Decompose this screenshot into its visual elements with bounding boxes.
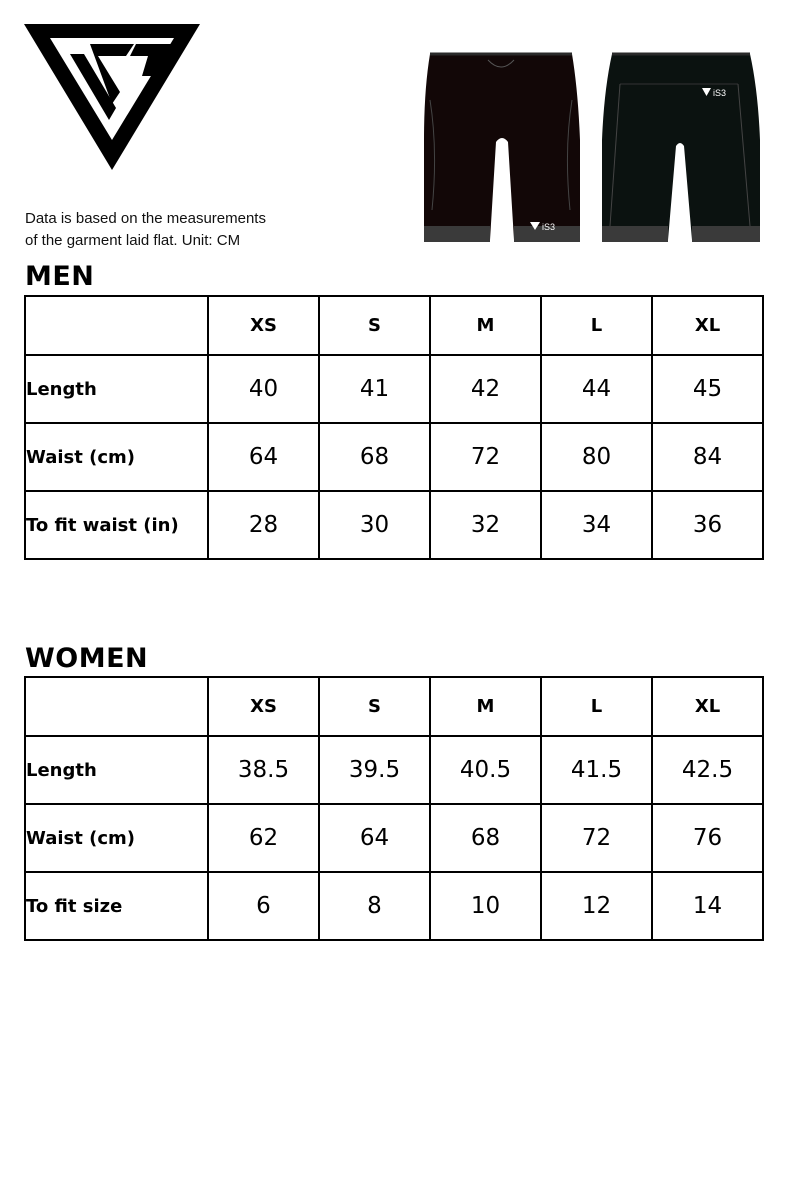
table-cell: 42	[430, 355, 541, 423]
table-cell: 72	[541, 804, 652, 872]
row-label: Length	[25, 355, 208, 423]
table-cell: 8	[319, 872, 430, 940]
row-label: To fit size	[25, 872, 208, 940]
table-cell: 80	[541, 423, 652, 491]
row-label: Waist (cm)	[25, 423, 208, 491]
table-cell: 41	[319, 355, 430, 423]
women-size-s: S	[319, 677, 430, 736]
back-brand-mark: iS3	[713, 88, 727, 98]
shorts-front-image	[418, 50, 584, 244]
women-section-title: WOMEN	[25, 643, 149, 674]
table-cell: 68	[319, 423, 430, 491]
is3-triangle-logo-icon	[24, 24, 200, 172]
table-cell: 38.5	[208, 736, 319, 804]
table-cell: 39.5	[319, 736, 430, 804]
row-label: To fit waist (in)	[25, 491, 208, 559]
women-size-m: M	[430, 677, 541, 736]
men-row-waist-cm	[25, 423, 763, 491]
table-cell: 30	[319, 491, 430, 559]
measurement-note	[25, 208, 365, 252]
women-size-table	[24, 676, 764, 941]
row-label: Length	[25, 736, 208, 804]
table-cell: 10	[430, 872, 541, 940]
table-cell: 14	[652, 872, 763, 940]
women-corner-cell	[25, 677, 208, 736]
women-header-row	[25, 677, 763, 736]
note-line-1: Data is based on the measurements	[25, 210, 266, 227]
table-cell: 76	[652, 804, 763, 872]
women-size-l: L	[541, 677, 652, 736]
table-cell: 41.5	[541, 736, 652, 804]
table-cell: 40.5	[430, 736, 541, 804]
men-size-xl: XL	[652, 296, 763, 355]
men-row-length	[25, 355, 763, 423]
men-corner-cell	[25, 296, 208, 355]
men-section-title: MEN	[25, 261, 95, 292]
women-row-fit-size	[25, 872, 763, 940]
men-size-m: M	[430, 296, 541, 355]
women-size-xs: XS	[208, 677, 319, 736]
note-line-2: of the garment laid flat. Unit: CM	[25, 232, 241, 249]
table-cell: 36	[652, 491, 763, 559]
is3-logo	[24, 24, 200, 172]
table-cell: 40	[208, 355, 319, 423]
table-cell: 44	[541, 355, 652, 423]
women-row-waist-cm	[25, 804, 763, 872]
table-cell: 64	[208, 423, 319, 491]
men-header-row	[25, 296, 763, 355]
table-cell: 72	[430, 423, 541, 491]
women-size-xl: XL	[652, 677, 763, 736]
table-cell: 12	[541, 872, 652, 940]
table-cell: 32	[430, 491, 541, 559]
men-size-table	[24, 295, 764, 560]
table-cell: 45	[652, 355, 763, 423]
table-cell: 68	[430, 804, 541, 872]
table-cell: 62	[208, 804, 319, 872]
row-label: Waist (cm)	[25, 804, 208, 872]
men-size-s: S	[319, 296, 430, 355]
men-size-xs: XS	[208, 296, 319, 355]
table-cell: 84	[652, 423, 763, 491]
shorts-back-image	[598, 50, 764, 244]
men-size-l: L	[541, 296, 652, 355]
table-cell: 34	[541, 491, 652, 559]
shorts-back-icon	[598, 50, 764, 244]
table-cell: 6	[208, 872, 319, 940]
shorts-front-icon	[418, 50, 584, 244]
women-row-length	[25, 736, 763, 804]
front-brand-mark: iS3	[542, 222, 556, 232]
table-cell: 42.5	[652, 736, 763, 804]
table-cell: 64	[319, 804, 430, 872]
table-cell: 28	[208, 491, 319, 559]
men-row-fit-waist	[25, 491, 763, 559]
